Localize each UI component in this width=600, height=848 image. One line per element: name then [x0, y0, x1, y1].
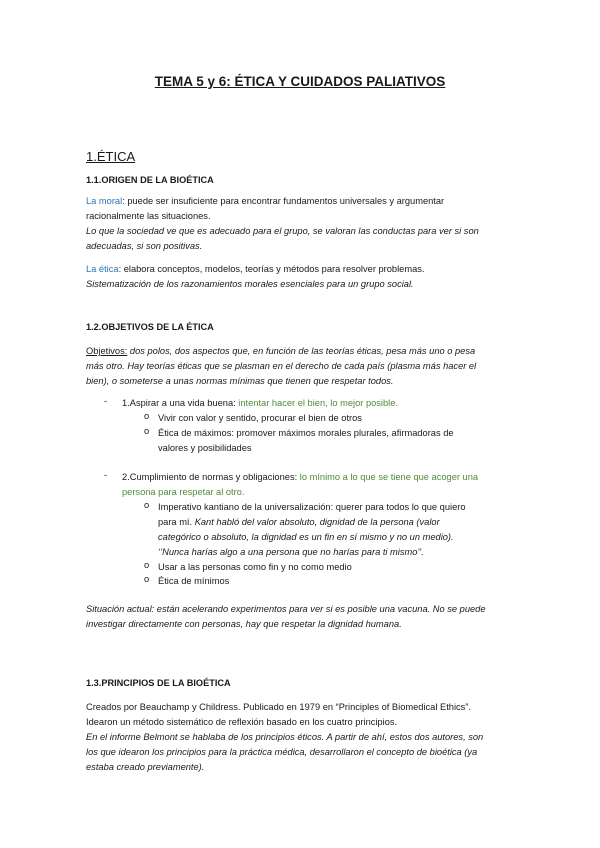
moral-definition: : puede ser insuficiente para encontrar fundamentos universales y argumentar [122, 196, 445, 206]
subsection-heading-principios: 1.3.PRINCIPIOS DE LA BIOÉTICA [86, 678, 231, 688]
item1-highlight: intentar hacer el bien, lo mejor posible. [238, 398, 398, 408]
list-dash: - [104, 396, 108, 406]
paragraph-etica-line1 [86, 262, 424, 277]
list-bullet: o [144, 411, 150, 421]
sublist-item-maximos: Ética de máximos: promover máximos morales plurales, afirmadoras de [158, 428, 454, 438]
paragraph-objetivos-line2: más otro. Hay teorías éticas que se plasman en el derecho de cada país (plasma más hacer el [86, 361, 477, 371]
sublist-item-imperativo-line3: categórico o absoluto, la dignidad es un fin en sí mismo y no un medio). [158, 532, 454, 542]
paragraph-objetivos-line3: bien), o someterse a unas normas mínimas que tienen que respetar todos. [86, 376, 394, 386]
term-moral: La moral [86, 196, 123, 206]
list-bullet: o [144, 426, 150, 436]
term-etica: La ética [86, 264, 119, 274]
sublist-item-minimos: Ética de mínimos [158, 576, 230, 586]
list-item-cumplimiento [122, 470, 478, 485]
paragraph-principios-line1: Creados por Beauchamp y Childress. Publicado en 1979 en “Principles of Biomedical Ethics”. [86, 702, 471, 712]
paragraph-principios-italic2: los que idearon los principios para la práctica médica, desarrollaron el concepto de bioética (ya [86, 747, 478, 757]
paragraph-principios-line2: Idearon un método sistemático de reflexión basado en los cuatro principios. [86, 717, 398, 727]
imperativo-text: para mí. [158, 517, 195, 527]
paragraph-moral-italic2: adecuadas, si son positivas. [86, 241, 203, 251]
item2-label: 2.Cumplimiento de normas y obligaciones: [122, 472, 300, 482]
sublist-item-imperativo-line2 [158, 515, 440, 530]
section-heading-etica: 1.ÉTICA [86, 149, 136, 164]
list-bullet: o [144, 574, 150, 584]
paragraph-etica-italic1: Sistematización de los razonamientos morales esenciales para un grupo social. [86, 279, 414, 289]
list-dash: - [104, 470, 108, 480]
subsection-heading-origen: 1.1.ORIGEN DE LA BIOÉTICA [86, 175, 214, 185]
paragraph-situacion-line1: Situación actual: están acelerando experimentos para ver si es posible una vacuna. No se puede [86, 604, 486, 614]
sublist-item-vivir: Vivir con valor y sentido, procurar el bien de otros [158, 413, 362, 423]
sublist-item-imperativo: Imperativo kantiano de la universalización: querer para todos lo que quiero [158, 502, 466, 512]
imperativo-kant: Kant habló del valor absoluto, dignidad de la persona (valor [194, 517, 440, 527]
paragraph-situacion-line2: investigar directamente con personas, hay que respetar la dignidad humana. [86, 619, 402, 629]
sublist-item-usar: Usar a las personas como fin y no como medio [158, 562, 352, 572]
item2-highlight-cont: persona para respetar al otro. [122, 487, 245, 497]
document-title: TEMA 5 y 6: ÉTICA Y CUIDADOS PALIATIVOS [154, 74, 446, 89]
sublist-item-maximos-cont: valores y posibilidades [158, 443, 252, 453]
sublist-item-imperativo-line4: ‘’Nunca harías algo a una persona que no harías para ti mismo’’. [158, 547, 424, 557]
paragraph-moral-line1 [86, 194, 444, 209]
item2-highlight: lo mínimo a lo que se tiene que acoger una [299, 472, 479, 482]
list-bullet: o [144, 560, 150, 570]
paragraph-principios-italic1: En el informe Belmont se hablaba de los principios éticos. A partir de ahí, estos dos autores, son [86, 732, 484, 742]
item1-label: 1.Aspirar a una vida buena: [122, 398, 239, 408]
etica-definition: : elabora conceptos, modelos, teorías y métodos para resolver problemas. [118, 264, 425, 274]
paragraph-objetivos-line1 [86, 344, 475, 359]
paragraph-moral-line2: racionalmente las situaciones. [86, 211, 211, 221]
list-bullet: o [144, 500, 150, 510]
list-item-aspirar [122, 396, 398, 411]
subsection-heading-objetivos: 1.2.OBJETIVOS DE LA ÉTICA [86, 322, 214, 332]
paragraph-principios-italic3: estaba creado previamente). [86, 762, 205, 772]
paragraph-moral-italic1: Lo que la sociedad ve que es adecuado para el grupo, se valoran las conductas para ver si son [86, 226, 479, 236]
objetivos-label: Objetivos: [86, 346, 128, 356]
objetivos-text: dos polos, dos aspectos que, en función de las teorías éticas, pesa más uno o pesa [127, 346, 476, 356]
